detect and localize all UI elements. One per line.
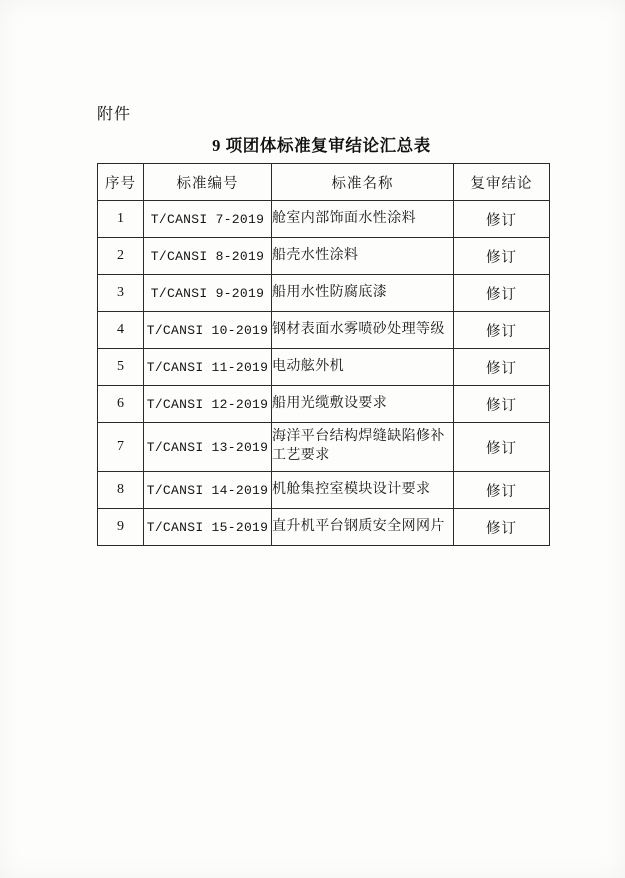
table-row [98,349,550,386]
cell-code: T/CANSI 15-2019 [144,509,272,546]
column-header-conclusion: 复审结论 [454,164,550,201]
cell-conclusion: 修订 [454,349,550,386]
column-header-name: 标准名称 [272,164,454,201]
cell-code: T/CANSI 9-2019 [144,275,272,312]
table-row [98,238,550,275]
cell-no: 6 [98,386,144,423]
table-header-row [98,164,550,201]
cell-no: 5 [98,349,144,386]
cell-code: T/CANSI 14-2019 [144,472,272,509]
cell-conclusion: 修订 [454,509,550,546]
cell-conclusion: 修订 [454,423,550,472]
table-body [98,201,550,546]
table-row [98,386,550,423]
page-title: 9 项团体标准复审结论汇总表 [212,136,431,155]
cell-no: 7 [98,423,144,472]
column-header-code: 标准编号 [144,164,272,201]
cell-name: 船用光缆敷设要求 [272,386,454,423]
table-row [98,509,550,546]
cell-conclusion: 修订 [454,275,550,312]
cell-name: 机舱集控室模块设计要求 [272,472,454,509]
cell-no: 3 [98,275,144,312]
cell-no: 1 [98,201,144,238]
cell-code: T/CANSI 11-2019 [144,349,272,386]
cell-conclusion: 修订 [454,472,550,509]
review-conclusion-table [97,163,550,546]
cell-code: T/CANSI 12-2019 [144,386,272,423]
cell-name: 舱室内部饰面水性涂料 [272,201,454,238]
cell-code: T/CANSI 8-2019 [144,238,272,275]
table-row [98,201,550,238]
cell-name: 船用水性防腐底漆 [272,275,454,312]
cell-no: 8 [98,472,144,509]
cell-no: 9 [98,509,144,546]
table-row [98,472,550,509]
cell-name: 电动舷外机 [272,349,454,386]
cell-name: 船壳水性涂料 [272,238,454,275]
cell-code: T/CANSI 10-2019 [144,312,272,349]
column-header-no: 序号 [98,164,144,201]
table-header [98,164,550,201]
table-row [98,312,550,349]
table-row [98,275,550,312]
cell-code: T/CANSI 13-2019 [144,423,272,472]
cell-name: 直升机平台钢质安全网网片 [272,509,454,546]
cell-conclusion: 修订 [454,312,550,349]
cell-code: T/CANSI 7-2019 [144,201,272,238]
cell-conclusion: 修订 [454,201,550,238]
cell-name: 海洋平台结构焊缝缺陷修补工艺要求 [272,423,454,472]
table-row [98,423,550,472]
cell-name: 钢材表面水雾喷砂处理等级 [272,312,454,349]
attachment-label: 附件 [97,106,132,123]
cell-no: 4 [98,312,144,349]
cell-conclusion: 修订 [454,238,550,275]
cell-no: 2 [98,238,144,275]
cell-conclusion: 修订 [454,386,550,423]
